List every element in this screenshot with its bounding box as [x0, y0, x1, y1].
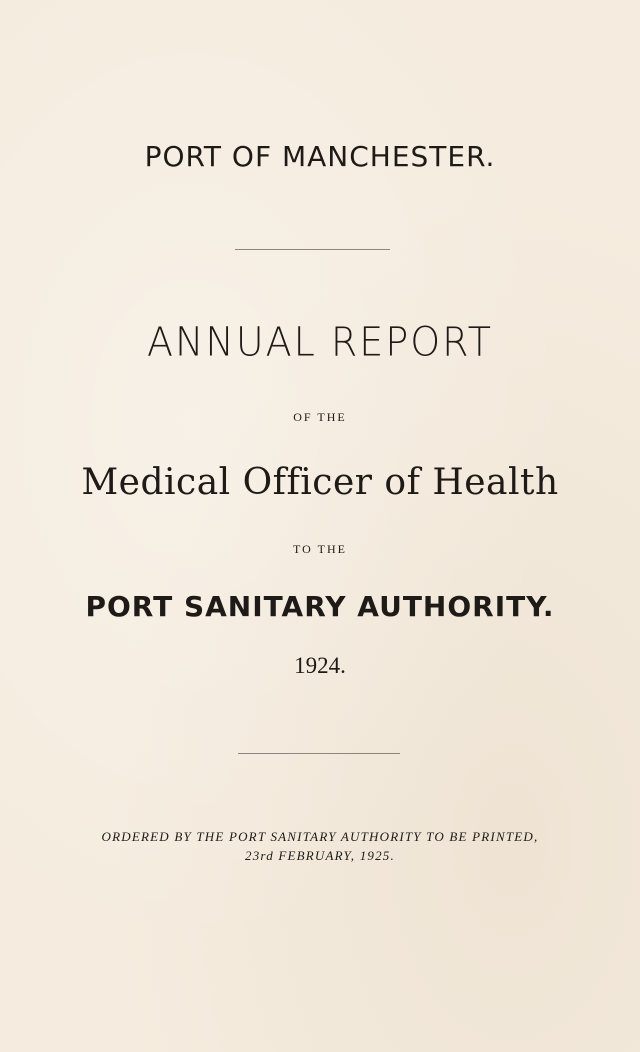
- divider-rule-bottom: [238, 753, 400, 754]
- authority-title: PORT SANITARY AUTHORITY.: [85, 590, 555, 623]
- divider-rule-top: [235, 249, 390, 250]
- of-the-text: OF THE: [293, 410, 347, 424]
- ordered-date: 23rd FEBRUARY, 1925.: [245, 848, 395, 863]
- report-year: 1924.: [294, 653, 346, 678]
- officer-title: Medical Officer of Health: [81, 462, 559, 503]
- ordered-line: ORDERED BY THE PORT SANITARY AUTHORITY TO BE PRINTED,: [101, 829, 539, 844]
- report-title: ANNUAL REPORT: [147, 318, 493, 366]
- port-title: PORT OF MANCHESTER.: [144, 140, 496, 173]
- to-the-text: TO THE: [293, 542, 347, 556]
